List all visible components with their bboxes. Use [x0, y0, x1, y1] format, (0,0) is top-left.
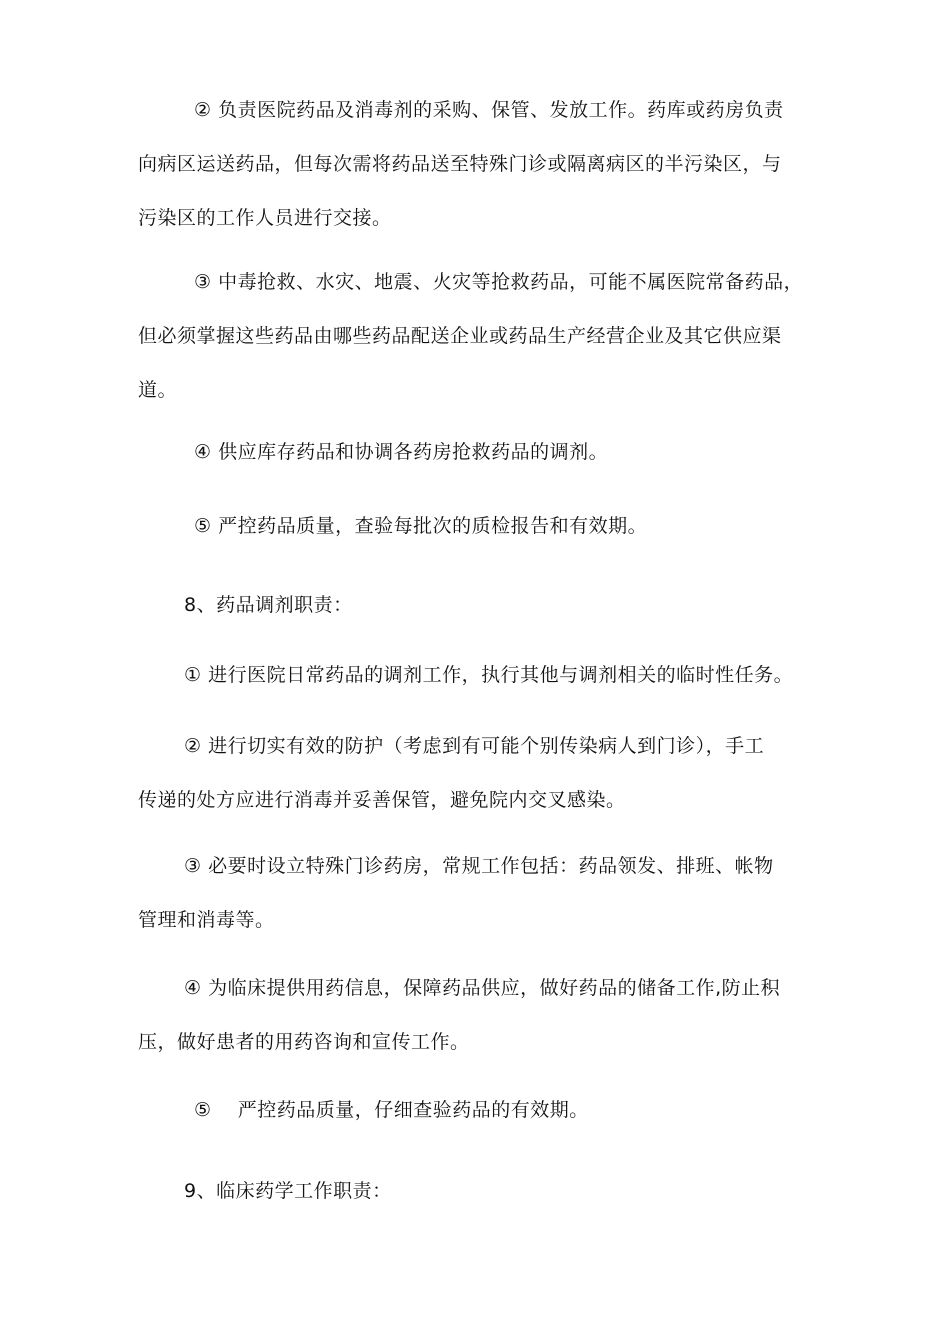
paragraph-emergency-drugs: [138, 255, 828, 417]
text-line: ④ 供应库存药品和协调各药房抢救药品的调剂。: [194, 441, 609, 463]
section-heading-dispensing: [138, 578, 828, 632]
text-line: ④ 为临床提供用药信息，保障药品供应，做好药品的储备工作,防止积: [184, 977, 781, 999]
paragraph-expiry-check: [138, 1083, 828, 1137]
paragraph-supply-inventory: [138, 425, 828, 479]
paragraph-clinical-info: [138, 961, 828, 1069]
paragraph-procurement: [138, 83, 828, 245]
text-line: 向病区运送药品，但每次需将药品送至特殊门诊或隔离病区的半污染区，与: [138, 153, 782, 175]
text-line: ⑤ 严控药品质量，查验每批次的质检报告和有效期。: [194, 515, 648, 537]
text-line: 但必须掌握这些药品由哪些药品配送企业或药品生产经营企业及其它供应渠: [138, 325, 782, 347]
text-line: 压，做好患者的用药咨询和宣传工作。: [138, 1031, 470, 1053]
text-line: 管理和消毒等。: [138, 909, 275, 931]
section-heading-clinical-pharmacy: [138, 1164, 828, 1218]
paragraph-quality-control: [138, 499, 828, 553]
text-line: ⑤ 严控药品质量，仔细查验药品的有效期。: [194, 1099, 589, 1121]
text-line: ① 进行医院日常药品的调剂工作，执行其他与调剂相关的临时性任务。: [184, 664, 794, 686]
text-line: 道。: [138, 379, 178, 401]
text-line: 9、临床药学工作职责：: [184, 1180, 392, 1202]
paragraph-protection: [138, 719, 828, 827]
text-line: 污染区的工作人员进行交接。: [138, 207, 392, 229]
text-line: ② 负责医院药品及消毒剂的采购、保管、发放工作。药库或药房负责: [194, 99, 784, 121]
text-line: ③ 必要时设立特殊门诊药房，常规工作包括：药品领发、排班、帐物: [184, 855, 774, 877]
paragraph-daily-dispensing: [138, 648, 828, 702]
text-line: ③ 中毒抢救、水灾、地震、火灾等抢救药品，可能不属医院常备药品，: [194, 271, 804, 293]
paragraph-special-pharmacy: [138, 839, 828, 947]
text-line: 传递的处方应进行消毒并妥善保管，避免院内交叉感染。: [138, 789, 626, 811]
text-line: 8、药品调剂职责：: [184, 594, 353, 616]
text-line: ② 进行切实有效的防护（考虑到有可能个别传染病人到门诊），手工: [184, 735, 765, 757]
